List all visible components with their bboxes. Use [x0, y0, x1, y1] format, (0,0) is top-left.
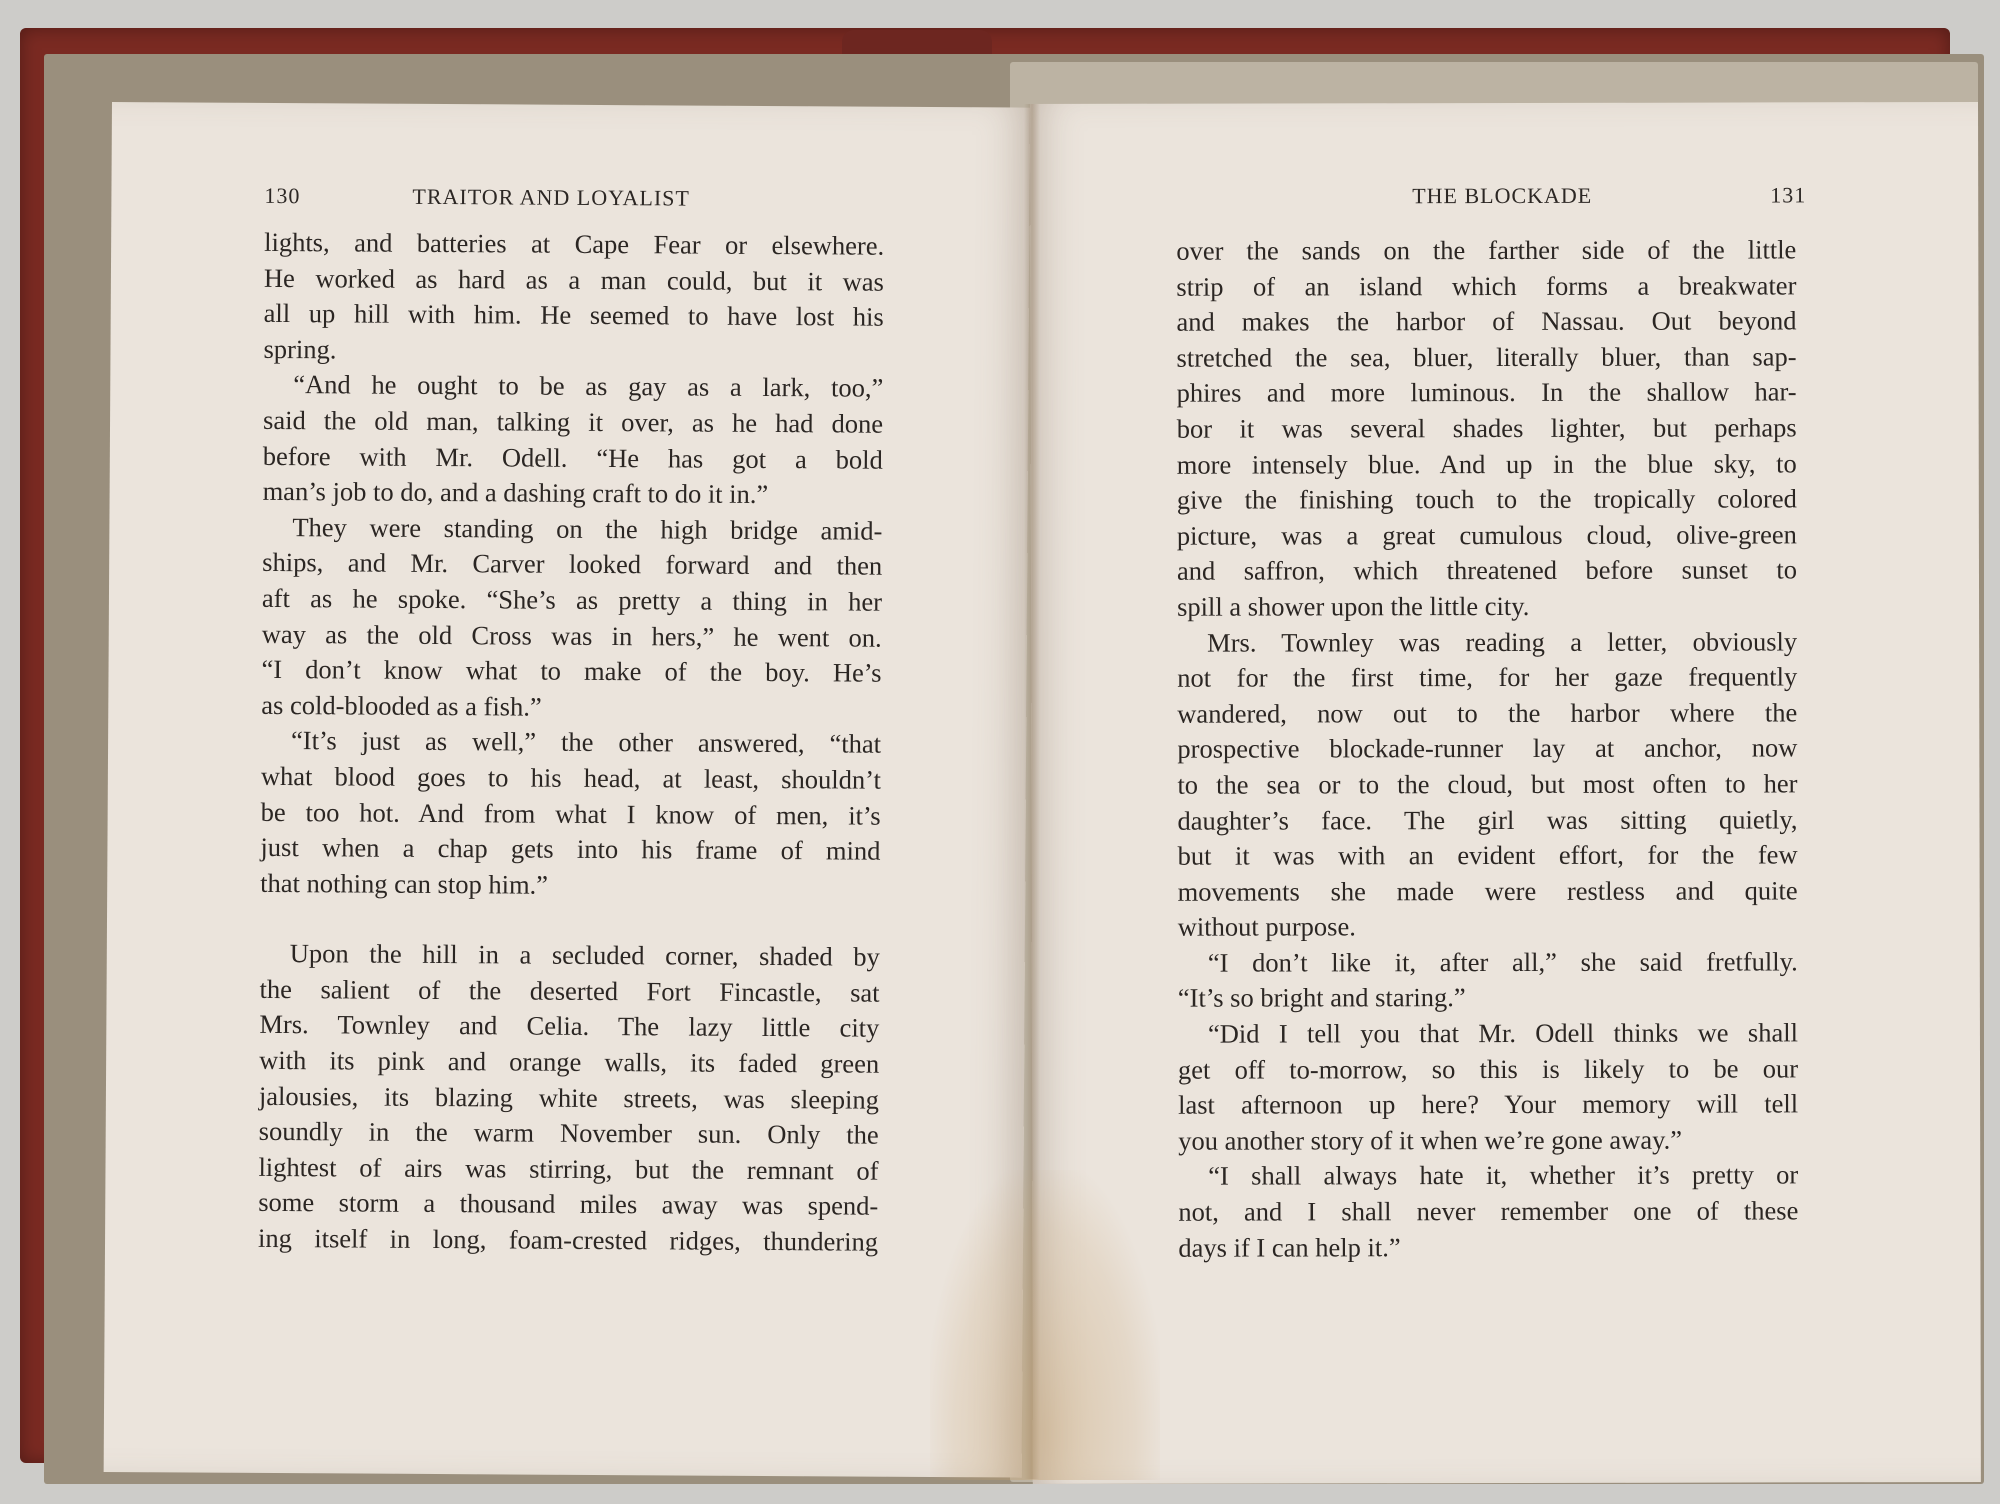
text-line: Mrs. Townley and Celia. The lazy little city	[259, 1009, 880, 1044]
text-line: some storm a thousand miles away was spend-	[258, 1187, 879, 1222]
text-line: “I don’t like it, after all,” she said fretfully.	[1207, 946, 1798, 978]
right-page-header	[1176, 182, 1806, 213]
text-line: more intensely blue. And up in the blue sky, to	[1176, 447, 1797, 480]
text-line: lightest of airs was stirring, but the remnant of	[258, 1151, 879, 1186]
text-line: way as the old Cross was in hers,” he went on.	[261, 618, 882, 653]
text-line: wandered, now out to the harbor where the	[1177, 697, 1798, 729]
text-line: be too hot. And from what I know of men, it’s	[260, 796, 881, 831]
text-line: movements she made were restless and quite	[1177, 875, 1798, 907]
text-line: days if I can help it.”	[1178, 1231, 1401, 1263]
text-line: lights, and batteries at Cape Fear or elsewhere.	[264, 226, 885, 261]
text-line: Upon the hill in a secluded corner, shaded by	[289, 938, 880, 972]
page-number: 130	[264, 182, 301, 209]
left-page-header	[264, 183, 894, 217]
text-line: He worked as hard as a man could, but it was	[263, 262, 885, 297]
left-page	[104, 102, 1030, 1478]
text-line: strip of an island which forms a breakwater	[1176, 269, 1797, 302]
text-line: bor it was several shades lighter, but perhaps	[1176, 412, 1797, 444]
book-gutter	[1024, 104, 1040, 1479]
text-line: last afternoon up here? Your memory will tell	[1178, 1088, 1799, 1120]
text-line: all up hill with him. He seemed to have lost his	[263, 298, 884, 332]
text-line: “I don’t know what to make of the boy. He’s	[261, 654, 882, 688]
text-line: aft as he spoke. “She’s as pretty a thing in her	[261, 582, 883, 617]
text-line: you another story of it when we’re gone away.”	[1178, 1124, 1683, 1156]
text-line: as cold-blooded as a fish.”	[261, 689, 542, 722]
text-line: not, and I shall never remember one of these	[1178, 1195, 1799, 1227]
right-page-text	[1176, 232, 1798, 1266]
text-line: not for the first time, for her gaze frequently	[1177, 661, 1798, 693]
right-page	[1030, 102, 1981, 1484]
text-line: picture, was a great cumulous cloud, olive-green	[1176, 519, 1797, 551]
text-line: with its pink and orange walls, its faded green	[259, 1044, 880, 1079]
text-line: stretched the sea, bluer, literally bluer, than sap-	[1176, 341, 1797, 373]
text-line: “It’s so bright and staring.”	[1177, 982, 1466, 1014]
text-line: the salient of the deserted Fort Fincastle, sat	[259, 973, 880, 1008]
text-line: “Did I tell you that Mr. Odell thinks we shall	[1207, 1017, 1798, 1049]
text-line: “It’s just as well,” the other answered, “that	[291, 725, 882, 760]
text-line: give the finishing touch to the tropically colored	[1176, 483, 1797, 515]
page-number: 131	[1770, 182, 1807, 208]
text-line: but it was with an evident effort, for the few	[1177, 839, 1798, 871]
text-line: over the sands on the farther side of the little	[1176, 234, 1797, 266]
running-head: TRAITOR AND LOYALIST	[412, 183, 690, 211]
text-line: ing itself in long, foam-crested ridges, thundering	[257, 1222, 879, 1257]
text-line: without purpose.	[1177, 911, 1356, 942]
text-line: get off to-morrow, so this is likely to be our	[1177, 1053, 1799, 1085]
running-head: THE BLOCKADE	[1412, 182, 1593, 209]
text-line: phires and more luminous. In the shallow har-	[1176, 376, 1797, 409]
text-line: Mrs. Townley was reading a letter, obviously	[1207, 625, 1798, 658]
text-line: ships, and Mr. Carver looked forward and then	[262, 547, 883, 582]
text-line: just when a chap gets into his frame of mind	[260, 832, 881, 866]
text-line: daughter’s face. The girl was sitting quietly,	[1177, 803, 1798, 836]
text-line: before with Mr. Odell. “He has got a bold	[262, 440, 883, 475]
text-line: said the old man, talking it over, as he had done	[262, 404, 884, 439]
text-line: and makes the harbor of Nassau. Out beyond	[1176, 305, 1797, 337]
text-line: soundly in the warm November sun. Only the	[258, 1116, 879, 1150]
text-line: what blood goes to his head, at least, shouldn’t	[260, 760, 881, 795]
text-line: jalousies, its blazing white streets, was sleeping	[258, 1080, 880, 1115]
text-line: to the sea or to the cloud, but most often to her	[1177, 768, 1798, 800]
text-line: “I shall always hate it, whether it’s pretty or	[1208, 1159, 1799, 1192]
text-line: and saffron, which threatened before sunset to	[1176, 554, 1798, 587]
text-line: spring.	[263, 333, 337, 365]
text-line: prospective blockade-runner lay at anchor, now	[1177, 732, 1798, 765]
text-line: man’s job to do, and a dashing craft to do it in.”	[262, 476, 769, 510]
section-break	[260, 901, 880, 940]
text-line: They were standing on the high bridge amid-	[292, 511, 883, 546]
left-page-text	[258, 225, 884, 1260]
text-line: spill a shower upon the little city.	[1177, 590, 1530, 622]
text-line: that nothing can stop him.”	[260, 867, 549, 900]
text-line: “And he ought to be as gay as a lark, too,”	[293, 369, 884, 404]
